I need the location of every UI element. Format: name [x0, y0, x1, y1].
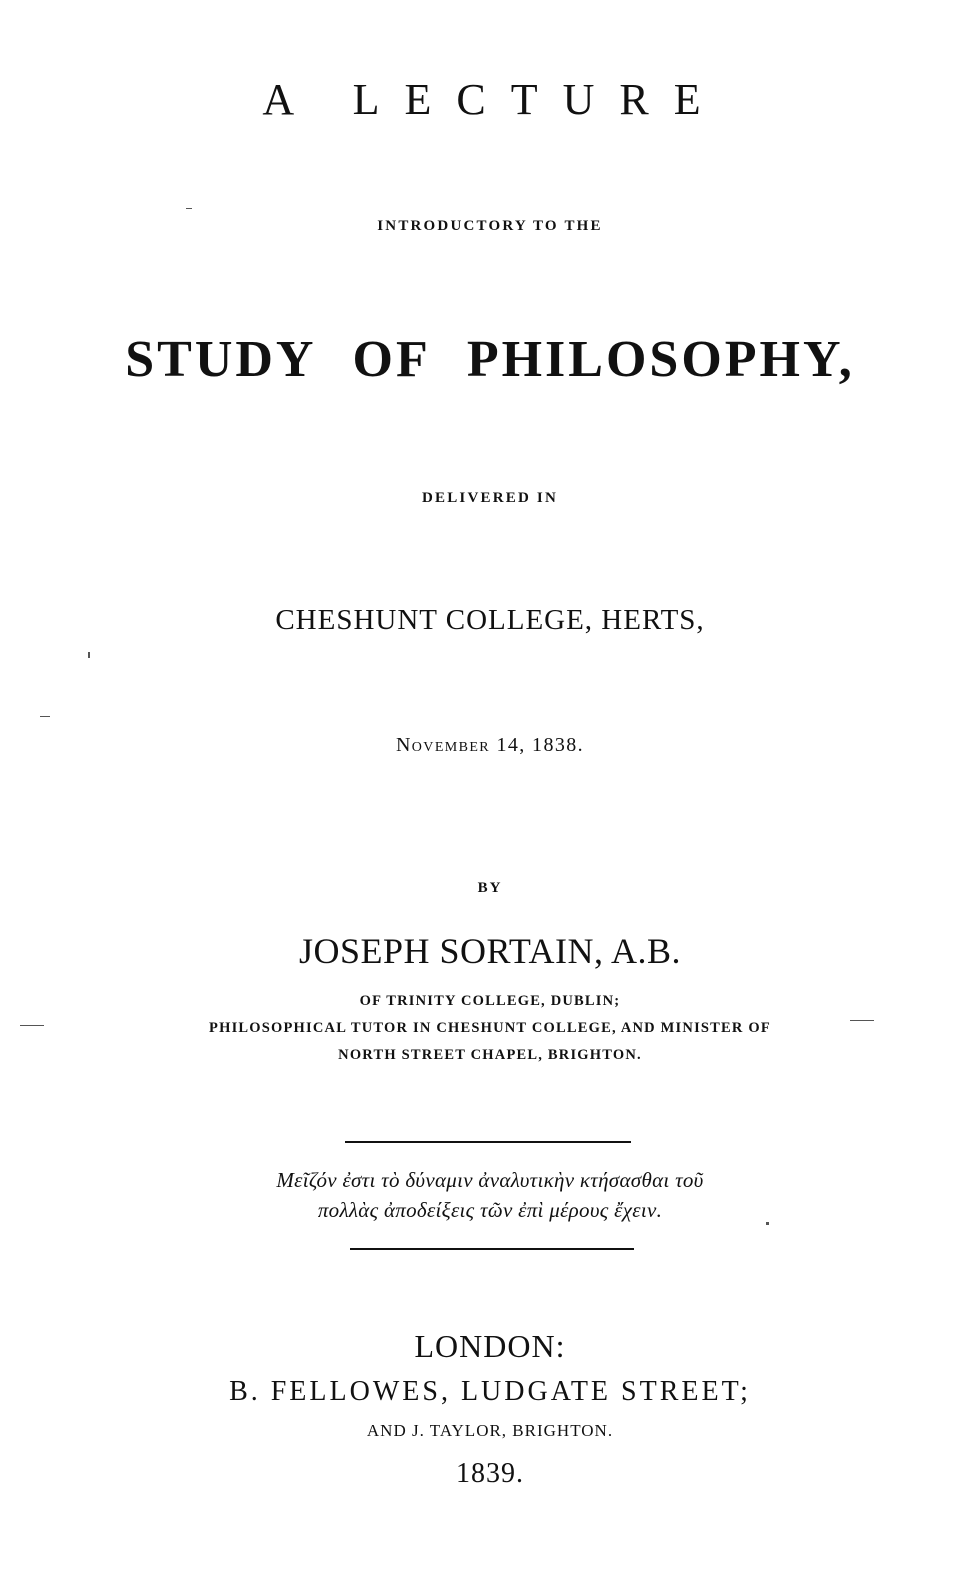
scan-speck	[88, 652, 90, 658]
delivered-line: DELIVERED IN	[421, 490, 558, 506]
heading-a-lecture: A LECTURE	[262, 75, 726, 124]
scan-speck	[20, 1025, 44, 1026]
intro-line: INTRODUCTORY TO THE	[377, 218, 603, 234]
greek-epigraph-line-2: πολλὰς ἀποδείξεις τῶν ἐπὶ μέρους ἔχειν.	[317, 1198, 663, 1222]
imprint-city: LONDON:	[414, 1328, 566, 1364]
scan-speck	[850, 1020, 874, 1021]
date-day-year: 14, 1838.	[490, 734, 585, 756]
credential-line-3: NORTH STREET CHAPEL, BRIGHTON.	[338, 1047, 642, 1063]
college-line: CHESHUNT COLLEGE, HERTS,	[275, 604, 705, 636]
date-month: November	[395, 734, 491, 756]
by-line: BY	[477, 880, 503, 896]
credential-line-2: PHILOSOPHICAL TUTOR IN CHESHUNT COLLEGE, AND MINISTER OF	[209, 1020, 771, 1036]
author-name: JOSEPH SORTAIN, A.B.	[298, 931, 682, 971]
main-title: STUDY OF PHILOSOPHY,	[125, 331, 855, 388]
scan-speck	[766, 1222, 769, 1225]
scan-speck	[186, 208, 192, 209]
greek-epigraph-line-1: Μεῖζόν ἐστι τὸ δύναμιν ἀναλυτικὴν κτήσασθαι τοῦ	[276, 1168, 704, 1192]
epigraph-rule-top	[345, 1141, 631, 1143]
scan-speck	[40, 716, 50, 717]
lecture-date	[0, 734, 980, 757]
credential-line-1: OF TRINITY COLLEGE, DUBLIN;	[359, 993, 621, 1009]
epigraph-rule-bottom	[350, 1248, 634, 1250]
imprint-copublisher: AND J. TAYLOR, BRIGHTON.	[366, 1421, 614, 1440]
imprint-publisher: B. FELLOWES, LUDGATE STREET;	[229, 1376, 751, 1407]
imprint-year: 1839.	[456, 1458, 524, 1489]
